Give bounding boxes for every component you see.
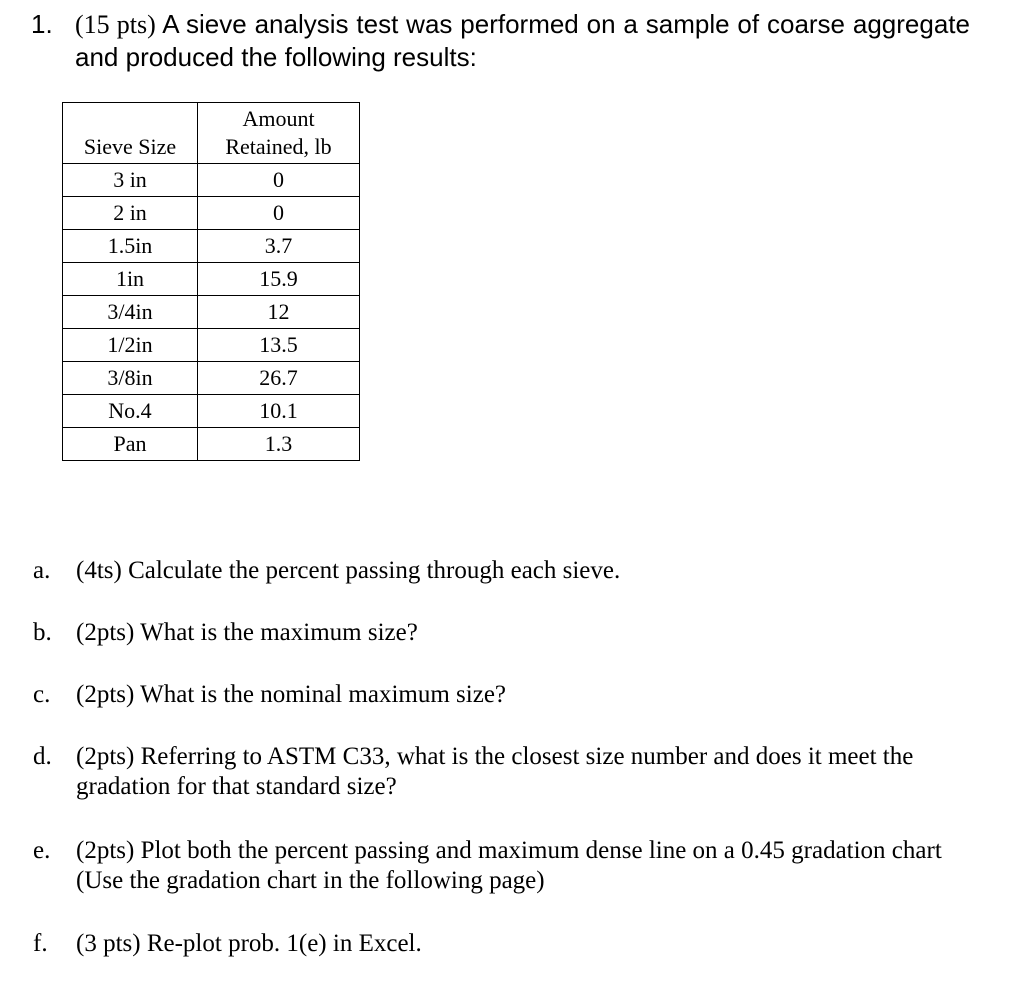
- table-row: [63, 362, 360, 395]
- part-text: (2pts) Referring to ASTM C33, what is the closest size number and does it meet the gradation for that standard size?: [76, 743, 914, 800]
- question-points: (15 pts): [75, 10, 156, 39]
- sieve-size-cell: 1in: [63, 263, 198, 296]
- amount-retained-cell: 3.7: [198, 230, 360, 263]
- amount-retained-cell: 10.1: [198, 395, 360, 428]
- sieve-size-cell: 3 in: [63, 164, 198, 197]
- question-number: 1.: [31, 9, 53, 39]
- table-row: [63, 329, 360, 362]
- table-row: [63, 164, 360, 197]
- table-row: [63, 197, 360, 230]
- amount-retained-cell: 12: [198, 296, 360, 329]
- sieve-size-cell: 3/8in: [63, 362, 198, 395]
- part-text: (3 pts) Re-plot prob. 1(e) in Excel.: [76, 930, 422, 957]
- part-text: (2pts) What is the nominal maximum size?: [76, 681, 507, 708]
- amount-retained-cell: 26.7: [198, 362, 360, 395]
- part-letter: b.: [33, 619, 52, 646]
- sieve-size-cell: 3/4in: [63, 296, 198, 329]
- sieve-size-cell: Pan: [63, 428, 198, 461]
- amount-retained-cell: 0: [198, 197, 360, 230]
- table-row: [63, 428, 360, 461]
- amount-retained-cell: 13.5: [198, 329, 360, 362]
- sieve-size-cell: 1/2in: [63, 329, 198, 362]
- table-row: [63, 230, 360, 263]
- question-text: [75, 8, 970, 73]
- sieve-size-cell: 2 in: [63, 197, 198, 230]
- question-statement: A sieve analysis test was performed on a sample of coarse aggregate and produced the following results:: [75, 9, 970, 72]
- amount-retained-cell: 0: [198, 164, 360, 197]
- part-text: (2pts) What is the maximum size?: [76, 619, 418, 646]
- part-letter: f.: [33, 930, 48, 957]
- sieve-size-cell: 1.5in: [63, 230, 198, 263]
- table-header-row: [63, 103, 360, 164]
- part-text: (4ts) Calculate the percent passing through each sieve.: [76, 557, 621, 584]
- part-letter: e.: [33, 837, 51, 864]
- amount-retained-cell: 1.3: [198, 428, 360, 461]
- sieve-analysis-table: [62, 102, 360, 461]
- part-letter: c.: [33, 681, 51, 708]
- amount-retained-cell: 15.9: [198, 263, 360, 296]
- header-amount-retained: Amount Retained, lb: [198, 103, 360, 164]
- sieve-size-cell: No.4: [63, 395, 198, 428]
- part-letter: a.: [33, 557, 51, 584]
- part-letter: d.: [33, 743, 52, 770]
- table-row: [63, 263, 360, 296]
- table-row: [63, 296, 360, 329]
- header-sieve-size: Sieve Size: [63, 103, 198, 164]
- part-text: (2pts) Plot both the percent passing and maximum dense line on a 0.45 gradation chart (Use the gradation chart in the following page): [76, 837, 942, 894]
- table-row: [63, 395, 360, 428]
